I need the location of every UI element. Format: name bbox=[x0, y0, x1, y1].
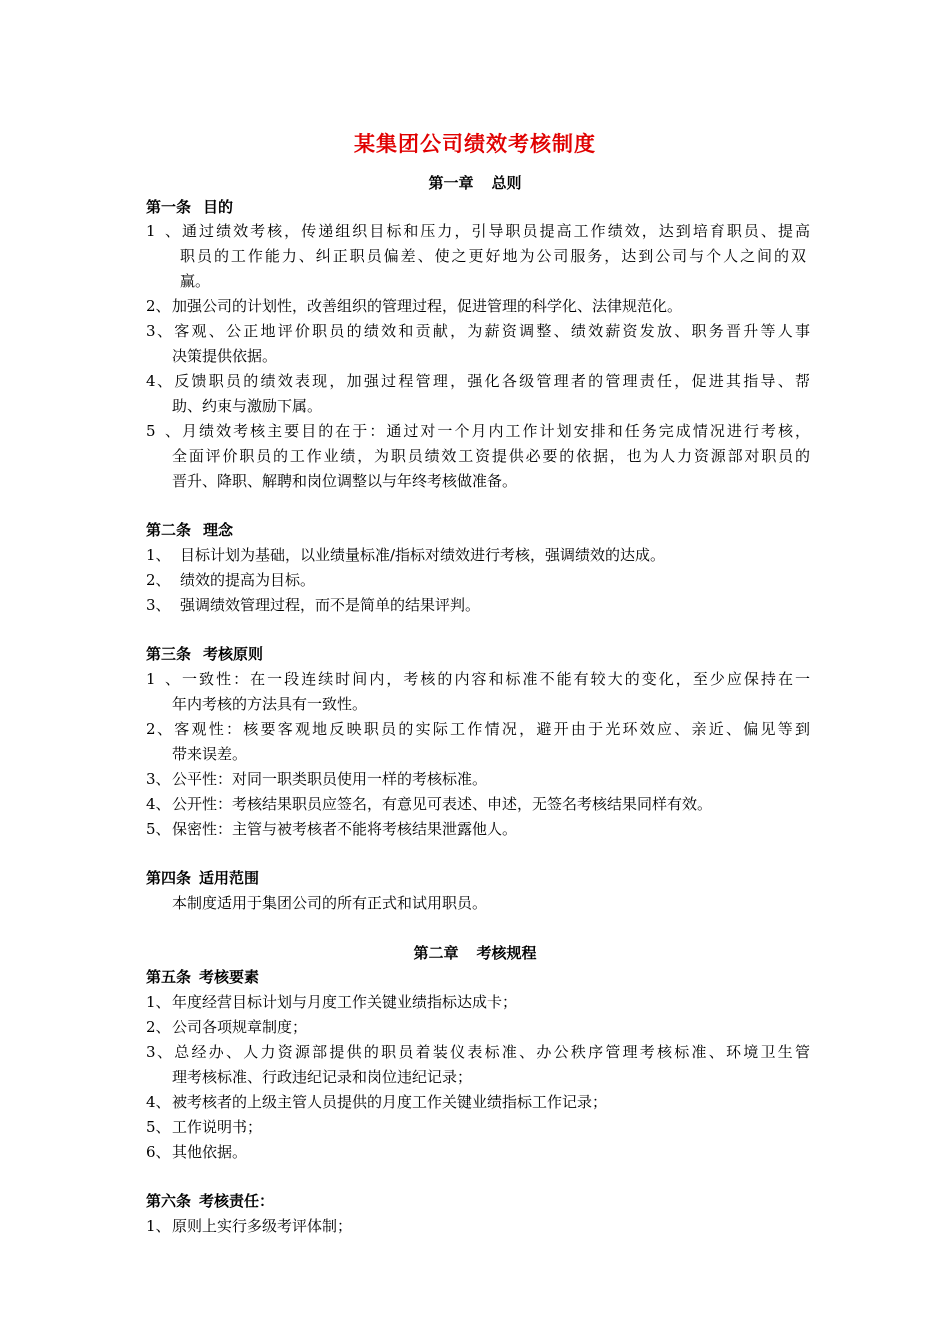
chapter-heading-2 bbox=[0, 942, 950, 963]
chapter-name: 考核规程 bbox=[476, 944, 537, 962]
list-item: 5、月绩效考核主要目的在于：通过对一个月内工作计划安排和任务完成情况进行考核， bbox=[146, 422, 810, 440]
paragraph: 本制度适用于集团公司的所有正式和试用职员。 bbox=[172, 894, 488, 912]
list-item: 1、一致性：在一段连续时间内，考核的内容和标准不能有较大的变化，至少应保持在一 bbox=[146, 670, 810, 688]
article-name: 适用范围 bbox=[199, 869, 260, 887]
article-name: 考核原则 bbox=[203, 645, 264, 663]
article-heading-5 bbox=[146, 966, 259, 987]
list-item: 5、工作说明书； bbox=[146, 1118, 263, 1136]
list-item-continuation: 职员的工作能力、纠正职员偏差、使之更好地为公司服务，达到公司与个人之间的双 bbox=[180, 247, 806, 265]
list-item: 3、 强调绩效管理过程，而不是简单的结果评判。 bbox=[146, 596, 481, 614]
chapter-heading-1 bbox=[0, 172, 950, 193]
article-name: 理念 bbox=[203, 521, 234, 539]
list-item: 2、公司各项规章制度； bbox=[146, 1018, 308, 1036]
chapter-name: 总则 bbox=[491, 174, 522, 192]
list-item: 1、 目标计划为基础，以业绩量标准/指标对绩效进行考核，强调绩效的达成。 bbox=[146, 546, 666, 564]
list-item: 2、客观性：核要客观地反映职员的实际工作情况，避开由于光环效应、亲近、偏见等到 bbox=[146, 720, 810, 738]
article-number: 第三条 bbox=[146, 645, 192, 663]
article-number: 第五条 bbox=[146, 968, 192, 986]
article-heading-4 bbox=[146, 867, 259, 888]
article-number: 第四条 bbox=[146, 869, 192, 887]
list-item: 3、公平性：对同一职类职员使用一样的考核标准。 bbox=[146, 770, 488, 788]
list-item-continuation: 带来误差。 bbox=[172, 745, 248, 763]
article-number: 第一条 bbox=[146, 198, 192, 216]
list-item: 4、公开性：考核结果职员应签名，有意见可表述、申述，无签名考核结果同样有效。 bbox=[146, 795, 713, 813]
chapter-number: 第二章 bbox=[413, 944, 459, 962]
article-heading-3 bbox=[146, 643, 263, 664]
list-item-continuation: 决策提供依据。 bbox=[172, 347, 278, 365]
list-item: 1、年度经营目标计划与月度工作关键业绩指标达成卡； bbox=[146, 993, 518, 1011]
list-item: 3、总经办、人力资源部提供的职员着装仪表标准、办公秩序管理考核标准、环境卫生管 bbox=[146, 1043, 810, 1061]
article-name: 考核要素 bbox=[199, 968, 260, 986]
list-item: 2、加强公司的计划性，改善组织的管理过程，促进管理的科学化、法律规范化。 bbox=[146, 297, 683, 315]
article-number: 第六条 bbox=[146, 1192, 192, 1210]
list-item: 2、 绩效的提高为目标。 bbox=[146, 571, 316, 589]
list-item-continuation: 全面评价职员的工作业绩，为职员绩效工资提供必要的依据，也为人力资源部对职员的 bbox=[172, 447, 810, 465]
article-number: 第二条 bbox=[146, 521, 192, 539]
article-name: 目的 bbox=[203, 198, 234, 216]
list-item: 4、反馈职员的绩效表现，加强过程管理，强化各级管理者的管理责任，促进其指导、帮 bbox=[146, 372, 810, 390]
article-heading-6 bbox=[146, 1190, 274, 1211]
list-item: 1、通过绩效考核，传递组织目标和压力，引导职员提高工作绩效，达到培育职员、提高 bbox=[146, 222, 810, 240]
chapter-number: 第一章 bbox=[428, 174, 474, 192]
article-heading-2 bbox=[146, 519, 233, 540]
page-title: 某集团公司绩效考核制度 bbox=[354, 131, 596, 156]
list-item: 4、被考核者的上级主管人员提供的月度工作关键业绩指标工作记录； bbox=[146, 1093, 608, 1111]
list-item-continuation: 年内考核的方法具有一致性。 bbox=[172, 695, 368, 713]
list-item-continuation: 晋升、降职、解聘和岗位调整以与年终考核做准备。 bbox=[172, 472, 518, 490]
article-name: 考核责任： bbox=[199, 1192, 275, 1210]
list-item: 1、原则上实行多级考评体制； bbox=[146, 1217, 353, 1235]
article-heading-1 bbox=[146, 196, 233, 217]
list-item-continuation: 赢。 bbox=[180, 272, 211, 290]
list-item: 5、保密性：主管与被考核者不能将考核结果泄露他人。 bbox=[146, 820, 518, 838]
list-item: 3、客观、公正地评价职员的绩效和贡献，为薪资调整、绩效薪资发放、职务晋升等人事 bbox=[146, 322, 810, 340]
list-item: 6、其他依据。 bbox=[146, 1143, 248, 1161]
list-item-continuation: 理考核标准、行政违纪记录和岗位违纪记录； bbox=[172, 1068, 473, 1086]
list-item-continuation: 助、约束与激励下属。 bbox=[172, 397, 323, 415]
